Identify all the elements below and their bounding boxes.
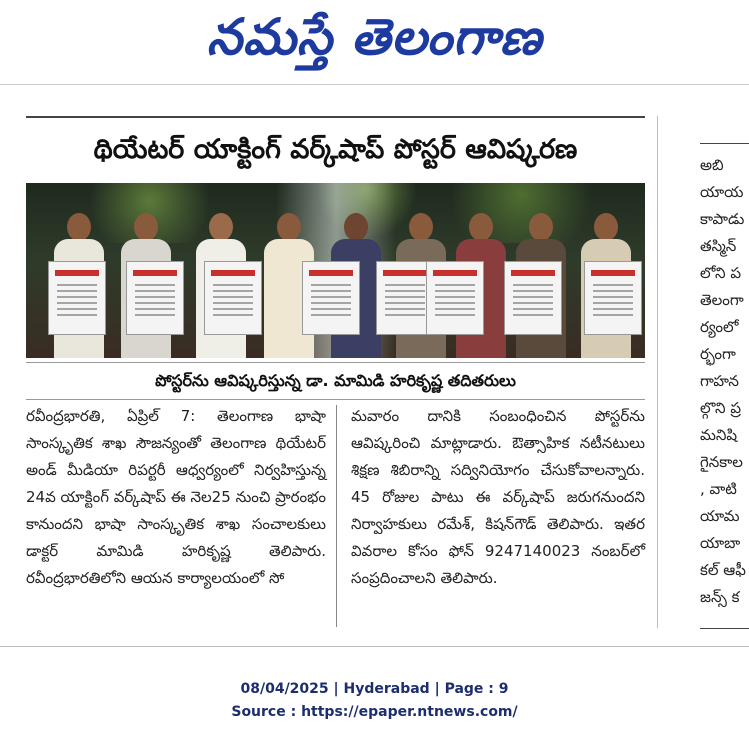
cropped-text-strip	[0, 90, 749, 104]
adjacent-column-line: గైనకాల	[700, 453, 743, 471]
adjacent-column-line: లోని ప	[700, 264, 742, 282]
article-column-2: మవారం దానికి సంబంధించిన పోస్టర్‌ను ఆవిష్కరించి మాట్లాడారు. ఔత్సాహిక నటీనటులు శిక్షణ శిబిరాన్ని సద్వినియోగం చేసుకోవాలన్నారు. 45 రోజుల పాటు ఈ వర్క్‌షాప్ జరుగనుందని నిర్వాహకులు రమేశ్, కిషన్‌గౌడ్ తెలిపారు. ఇతర వివరాల కోసం ఫోన్ 9247140023 నంబర్‌లో సంప్రదించాలని తెలిపారు.	[351, 407, 645, 587]
adjacent-column-line: తెలంగా	[700, 291, 744, 309]
adjacent-column-line: యాయ	[700, 183, 744, 201]
adjacent-column-line: ర్భంగా	[700, 345, 736, 363]
article-right-border	[657, 116, 658, 628]
footer-divider	[0, 646, 749, 647]
article-column-1: రవీంద్రభారతి, ఏప్రిల్ 7: తెలంగాణ భాషా సాంస్కృతిక శాఖ సౌజన్యంతో తెలంగాణ థియేటర్ అండ్ మీడియా రిపర్టరీ ఆధ్వర్యంలో నిర్వహిస్తున్న 24వ యాక్టింగ్ వర్క్‌షాప్ ఈ నెల25 నుంచి ప్రారంభం కానుందని భాషా సాంస్కృతిక శాఖ సంచాలకులు డాక్టర్ మామిడి హరికృష్ణ తెలిపారు. రవీంద్రభారతిలోని ఆయన కార్యాలయంలో సో	[26, 407, 326, 587]
adjacent-column-line: యాబా	[700, 534, 741, 552]
footer-source: Source : https://epaper.ntnews.com/	[231, 704, 518, 720]
newspaper-logo: నమస్తే తెలంగాణ	[206, 8, 543, 66]
adjacent-article-top-rule	[700, 143, 749, 144]
poster-held	[204, 261, 262, 335]
masthead	[0, 0, 749, 78]
article-headline: థియేటర్ యాక్టింగ్ వర్క్‌షాప్ పోస్టర్ ఆవిష్కరణ	[93, 134, 578, 165]
poster-held	[126, 261, 184, 335]
adjacent-column-line: కాపాడు	[700, 210, 745, 228]
adjacent-column-line: మనిషి	[700, 426, 738, 444]
news-photo	[26, 183, 645, 358]
footer-dateline: 08/04/2025 | Hyderabad | Page : 9	[240, 681, 509, 697]
adjacent-column-line: , వాటి	[700, 480, 737, 498]
adjacent-column-line: గాహన	[700, 372, 739, 390]
masthead-divider	[0, 84, 749, 85]
poster-held	[302, 261, 360, 335]
column-divider	[336, 405, 337, 627]
adjacent-article-bottom-rule	[700, 628, 749, 629]
adjacent-column-line: తస్మిన్	[700, 237, 737, 255]
adjacent-column-line: ర్యంలో	[700, 318, 739, 336]
adjacent-column-line: జన్స్ క	[700, 588, 740, 606]
adjacent-column-line: ల్గొని ప్ర	[700, 399, 742, 417]
poster-held	[48, 261, 106, 335]
poster-held	[504, 261, 562, 335]
article-top-rule	[26, 116, 645, 118]
poster-held	[426, 261, 484, 335]
poster-held	[584, 261, 642, 335]
adjacent-column-line: అబి	[700, 156, 724, 174]
photo-caption: పోస్టర్‌ను ఆవిష్కరిస్తున్న డా. మామిడి హరికృష్ణ తదితరులు	[26, 362, 645, 400]
adjacent-article-fragment	[700, 152, 749, 611]
adjacent-column-line: యామ	[700, 507, 740, 525]
adjacent-column-line: కల్ ఆఫీ	[700, 561, 746, 579]
